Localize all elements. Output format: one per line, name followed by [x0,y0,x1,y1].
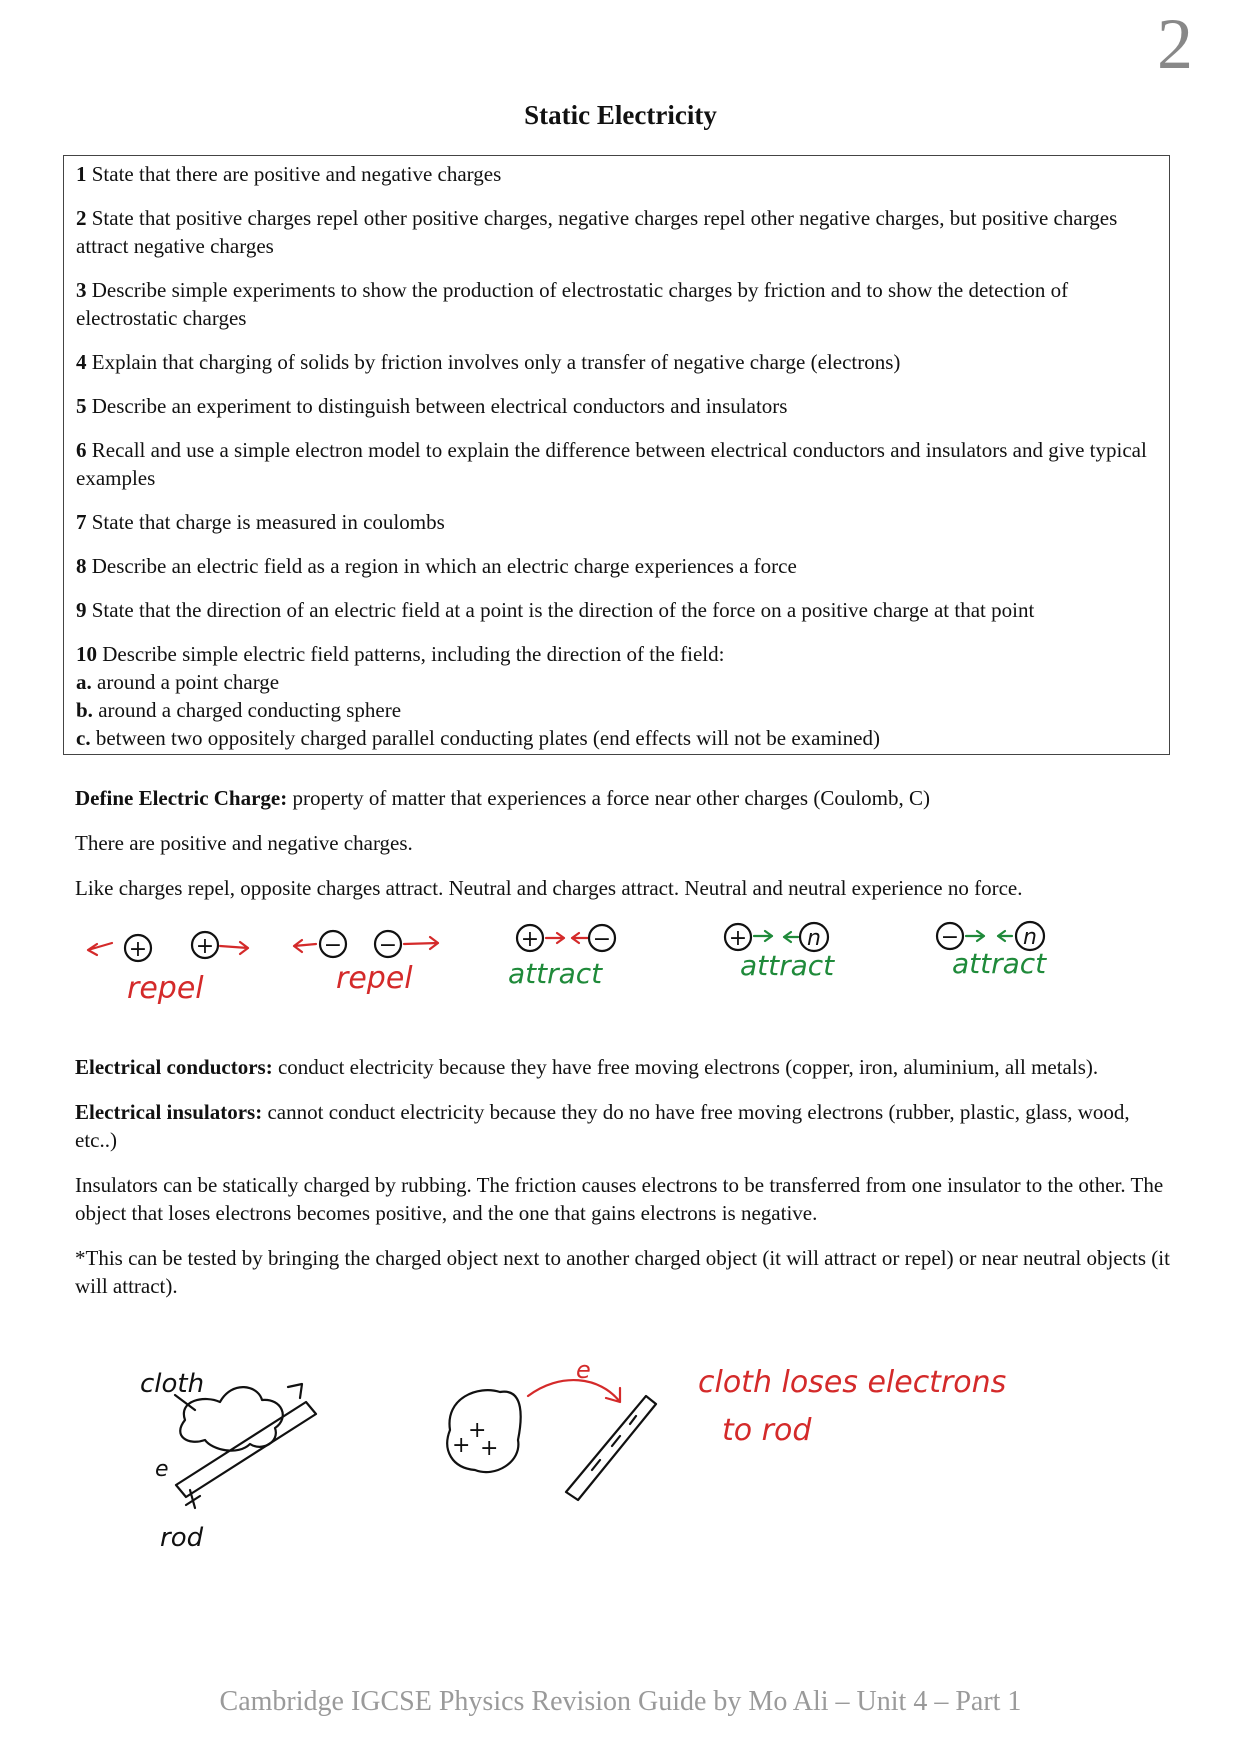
attract-label: attract [952,947,1047,980]
objective-text: State that positive charges repel other positive charges, negative charges repel other negative charges, but positive charges attract negative charges [76,206,1118,258]
objective-7 [76,508,1157,536]
minus-symbol: − [323,933,343,958]
caption-line-2: to rod [722,1413,812,1448]
repel-negative-pair [294,931,438,996]
objective-text: Explain that charging of solids by friction involves only a transfer of negative charge (electrons) [91,350,901,374]
minus-symbol: − [592,927,612,952]
sub-label: b. [76,698,93,722]
attract-opposite-pair [508,925,615,990]
sub-label: c. [76,726,91,750]
plus-symbol: + [480,1436,499,1461]
plus-symbol: + [728,926,748,951]
objective-number: 5 [76,394,87,418]
minus-symbol: − [940,925,960,950]
handwritten-caption [698,1365,1006,1448]
objective-5 [76,392,1157,420]
plus-symbol: + [452,1433,471,1458]
forces-paragraph: Like charges repel, opposite charges attract. Neutral and charges attract. Neutral and neutral experience no force. [75,876,1023,900]
define-electric-charge [75,784,1175,812]
notes-charge-section [75,784,1175,919]
objective-4 [76,348,1157,376]
charged-cloth-and-rod-drawing [447,1356,656,1500]
insulators-label: Electrical insulators: [75,1100,263,1124]
cloth-label: cloth [140,1369,205,1399]
plus-symbol: + [128,937,148,962]
sub-label: a. [76,670,92,694]
objective-text: State that charge is measured in coulombs [91,510,445,534]
objective-sub-b [76,696,1157,724]
objective-number: 9 [76,598,87,622]
page-title: Static Electricity [524,100,717,130]
objective-number: 1 [76,162,87,186]
minus-symbol: − [378,933,398,958]
objective-text: Describe an electric field as a region in which an electric charge experiences a force [91,554,797,578]
electron-transfer-label: e [576,1356,591,1384]
objective-9 [76,596,1157,624]
neutral-symbol: n [1023,925,1037,950]
sub-text: between two oppositely charged parallel conducting plates (end effects will not be examined) [95,726,880,750]
objective-number: 8 [76,554,87,578]
objective-sub-a [76,668,1157,696]
electron-symbol: e [155,1457,169,1482]
objective-number: 3 [76,278,87,302]
caption-line-1: cloth loses electrons [698,1365,1007,1400]
objective-text: Describe simple electric field patterns, including the direction of the field: [102,642,725,666]
objective-number: 10 [76,642,97,666]
objective-6 [76,436,1157,492]
objective-text: State that there are positive and negative charges [91,162,502,186]
page-number: 2 [1157,4,1193,84]
define-text: property of matter that experiences a force near other charges (Coulomb, C) [287,786,931,810]
sub-text: around a charged conducting sphere [98,698,402,722]
objective-number: 2 [76,206,87,230]
rod-label: rod [160,1523,204,1553]
plus-symbol: + [468,1418,487,1443]
sub-text: around a point charge [97,670,280,694]
objective-3 [76,276,1157,332]
neutral-symbol: n [807,926,821,951]
rubbing-paragraph: Insulators can be statically charged by rubbing. The friction causes electrons to be transferred from one insulator to the other. The object that loses electrons becomes positive, and the one that gains electrons is negative. [75,1173,1164,1225]
define-label: Define Electric Charge: [75,786,288,810]
objective-text: State that the direction of an electric field at a point is the direction of the force on a positive charge at that point [91,598,1035,622]
objective-number: 4 [76,350,87,374]
objective-number: 7 [76,510,87,534]
objective-text: Describe an experiment to distinguish between electrical conductors and insulators [91,394,788,418]
repel-label: repel [127,971,204,1006]
testing-paragraph: *This can be tested by bringing the charged object next to another charged object (it will attract or repel) or near neutral objects (it will attract). [75,1246,1170,1298]
attract-label: attract [508,957,603,990]
repel-positive-pair [88,932,248,1006]
objective-1 [76,160,1157,188]
conductors-text: conduct electricity because they have free moving electrons (copper, iron, aluminium, all metals). [272,1055,1099,1079]
attract-negative-neutral-pair [937,922,1047,980]
insulators-text: cannot conduct electricity because they do no have free moving electrons (rubber, plastic, glass, wood, etc..) [75,1100,1130,1152]
charges-paragraph: There are positive and negative charges. [75,831,413,855]
insulators-paragraph [75,1098,1175,1154]
conductors-label: Electrical conductors: [75,1055,273,1079]
page-footer: Cambridge IGCSE Physics Revision Guide by Mo Ali – Unit 4 – Part 1 [219,1686,1022,1717]
objective-2 [76,204,1157,260]
objective-text: Describe simple experiments to show the production of electrostatic charges by friction and to show the detection of electrostatic charges [76,278,1069,330]
objective-number: 6 [76,438,87,462]
objective-10 [76,640,1157,752]
learning-objectives-box [63,155,1170,755]
attract-positive-neutral-pair [725,923,835,982]
plus-symbol: + [520,927,540,952]
cloth-rubbing-rod-drawing [140,1369,316,1553]
objective-text: Recall and use a simple electron model to explain the difference between electrical conductors and insulators and give typical examples [76,438,1147,490]
objective-8 [76,552,1157,580]
repel-label: repel [336,961,413,996]
attract-label: attract [740,949,835,982]
objective-sub-c [76,724,1157,752]
plus-symbol: + [195,934,215,959]
notes-conductors-section [75,1053,1175,1317]
conductors-paragraph [75,1053,1175,1081]
